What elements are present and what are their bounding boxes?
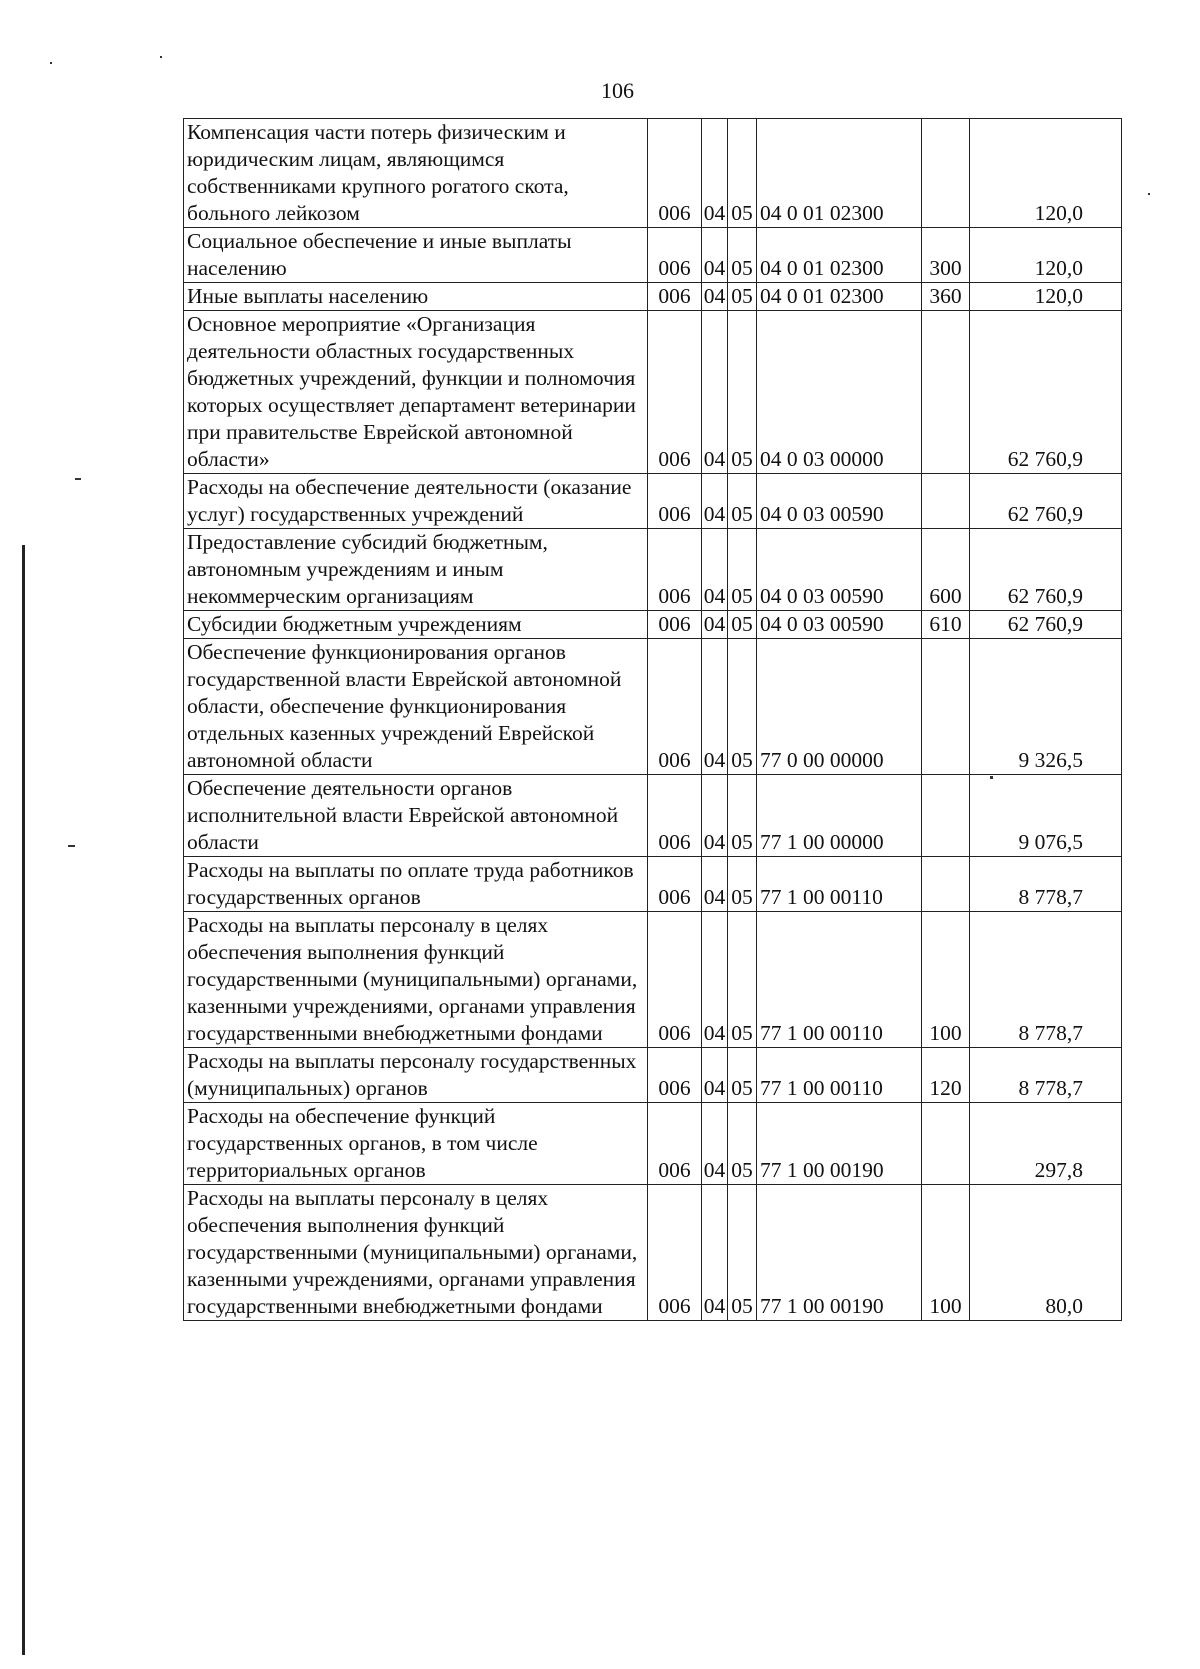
row-sum-cell: 80,0 [970,1185,1122,1321]
row-target-article-cell: 04 0 01 02300 [757,119,922,228]
row-expense-type-cell: 600 [922,529,970,611]
row-expense-type-cell: 100 [922,912,970,1048]
row-section-cell: 04 [702,857,728,912]
row-target-article-cell: 77 1 00 00190 [757,1185,922,1321]
row-section-cell: 04 [702,775,728,857]
row-sum-cell: 62 760,9 [970,529,1122,611]
table-row [184,474,1122,529]
page-number: 106 [601,78,634,103]
table-row [184,283,1122,311]
row-expense-type-cell: 300 [922,228,970,283]
row-grbs-cell: 006 [648,639,702,775]
table-row [184,857,1122,912]
row-section-cell: 04 [702,283,728,311]
row-grbs-cell: 006 [648,119,702,228]
row-subsection-cell: 05 [728,857,757,912]
row-subsection-cell: 05 [728,1048,757,1103]
row-subsection-cell: 05 [728,311,757,474]
row-section-cell: 04 [702,1103,728,1185]
row-sum-cell: 8 778,7 [970,912,1122,1048]
row-name-cell: Предоставление субсидий бюджетным, автономным учреждениям и иным некоммерческим организациям [184,529,648,611]
row-sum-cell: 9 076,5 [970,775,1122,857]
budget-table-body [184,119,1122,1321]
row-target-article-cell: 04 0 03 00590 [757,611,922,639]
row-section-cell: 04 [702,1048,728,1103]
row-name-cell: Расходы на выплаты персоналу государственных (муниципальных) органов [184,1048,648,1103]
budget-table [183,118,1122,1321]
row-sum-cell: 62 760,9 [970,474,1122,529]
row-name-cell: Обеспечение деятельности органов исполнительной власти Еврейской автономной области [184,775,648,857]
row-subsection-cell: 05 [728,119,757,228]
row-subsection-cell: 05 [728,912,757,1048]
table-row [184,529,1122,611]
row-grbs-cell: 006 [648,1185,702,1321]
table-row [184,775,1122,857]
row-expense-type-cell [922,639,970,775]
row-name-cell: Основное мероприятие «Организация деятельности областных государственных бюджетных учреждений, функции и полномочия которых осуществляет департамент ветеринарии при правительстве Еврейской автономной области» [184,311,648,474]
row-name-cell: Компенсация части потерь физическим и юридическим лицам, являющимся собственниками крупного рогатого скота, больного лейкозом [184,119,648,228]
table-row [184,311,1122,474]
row-grbs-cell: 006 [648,529,702,611]
table-row [184,912,1122,1048]
row-target-article-cell: 04 0 01 02300 [757,228,922,283]
row-subsection-cell: 05 [728,283,757,311]
table-row [184,1048,1122,1103]
row-target-article-cell: 04 0 01 02300 [757,283,922,311]
row-subsection-cell: 05 [728,228,757,283]
row-expense-type-cell: 360 [922,283,970,311]
row-sum-cell: 120,0 [970,228,1122,283]
row-name-cell: Социальное обеспечение и иные выплаты населению [184,228,648,283]
row-name-cell: Обеспечение функционирования органов государственной власти Еврейской автономной области, обеспечение функционирования отдельных казенных учреждений Еврейской автономной области [184,639,648,775]
row-section-cell: 04 [702,228,728,283]
row-expense-type-cell: 120 [922,1048,970,1103]
table-row [184,611,1122,639]
row-section-cell: 04 [702,529,728,611]
row-target-article-cell: 77 1 00 00110 [757,1048,922,1103]
row-expense-type-cell [922,857,970,912]
row-grbs-cell: 006 [648,857,702,912]
row-subsection-cell: 05 [728,611,757,639]
row-name-cell: Субсидии бюджетным учреждениям [184,611,648,639]
row-name-cell: Расходы на обеспечение деятельности (оказание услуг) государственных учреждений [184,474,648,529]
row-section-cell: 04 [702,474,728,529]
scan-speck [160,56,162,58]
row-sum-cell: 297,8 [970,1103,1122,1185]
table-row [184,228,1122,283]
row-section-cell: 04 [702,912,728,1048]
row-grbs-cell: 006 [648,611,702,639]
row-grbs-cell: 006 [648,283,702,311]
row-name-cell: Расходы на выплаты персоналу в целях обеспечения выполнения функций государственными (муниципальными) органами, казенными учреждениями, органами управления государственными внебюджетными фондами [184,1185,648,1321]
row-target-article-cell: 04 0 03 00000 [757,311,922,474]
row-target-article-cell: 77 0 00 00000 [757,639,922,775]
table-row [184,1185,1122,1321]
row-expense-type-cell [922,1103,970,1185]
row-sum-cell: 120,0 [970,119,1122,228]
row-expense-type-cell: 610 [922,611,970,639]
row-sum-cell: 9 326,5 [970,639,1122,775]
row-grbs-cell: 006 [648,311,702,474]
row-target-article-cell: 77 1 00 00110 [757,912,922,1048]
row-expense-type-cell [922,119,970,228]
row-grbs-cell: 006 [648,775,702,857]
row-name-cell: Расходы на выплаты персоналу в целях обеспечения выполнения функций государственными (муниципальными) органами, казенными учреждениями, органами управления государственными внебюджетными фондами [184,912,648,1048]
row-name-cell: Расходы на обеспечение функций государственных органов, в том числе территориальных органов [184,1103,648,1185]
row-subsection-cell: 05 [728,474,757,529]
row-sum-cell: 62 760,9 [970,611,1122,639]
row-expense-type-cell [922,775,970,857]
row-name-cell: Иные выплаты населению [184,283,648,311]
row-target-article-cell: 04 0 03 00590 [757,474,922,529]
row-section-cell: 04 [702,611,728,639]
row-sum-cell: 8 778,7 [970,857,1122,912]
row-sum-cell: 62 760,9 [970,311,1122,474]
row-subsection-cell: 05 [728,639,757,775]
row-grbs-cell: 006 [648,912,702,1048]
row-section-cell: 04 [702,119,728,228]
scan-speck [50,62,52,64]
row-target-article-cell: 77 1 00 00110 [757,857,922,912]
row-target-article-cell: 77 1 00 00000 [757,775,922,857]
row-section-cell: 04 [702,639,728,775]
row-sum-cell: 120,0 [970,283,1122,311]
table-row [184,1103,1122,1185]
row-subsection-cell: 05 [728,1103,757,1185]
table-row [184,639,1122,775]
row-expense-type-cell: 100 [922,1185,970,1321]
scan-edge-line [22,545,25,1655]
row-expense-type-cell [922,474,970,529]
row-subsection-cell: 05 [728,1185,757,1321]
row-section-cell: 04 [702,311,728,474]
row-grbs-cell: 006 [648,1048,702,1103]
row-grbs-cell: 006 [648,474,702,529]
row-target-article-cell: 04 0 03 00590 [757,529,922,611]
row-subsection-cell: 05 [728,775,757,857]
scan-speck [75,478,81,480]
row-grbs-cell: 006 [648,1103,702,1185]
row-grbs-cell: 006 [648,228,702,283]
row-name-cell: Расходы на выплаты по оплате труда работников государственных органов [184,857,648,912]
row-sum-cell: 8 778,7 [970,1048,1122,1103]
table-row [184,119,1122,228]
row-target-article-cell: 77 1 00 00190 [757,1103,922,1185]
scan-speck [1148,193,1150,195]
scan-speck [68,845,75,847]
row-subsection-cell: 05 [728,529,757,611]
row-section-cell: 04 [702,1185,728,1321]
row-expense-type-cell [922,311,970,474]
